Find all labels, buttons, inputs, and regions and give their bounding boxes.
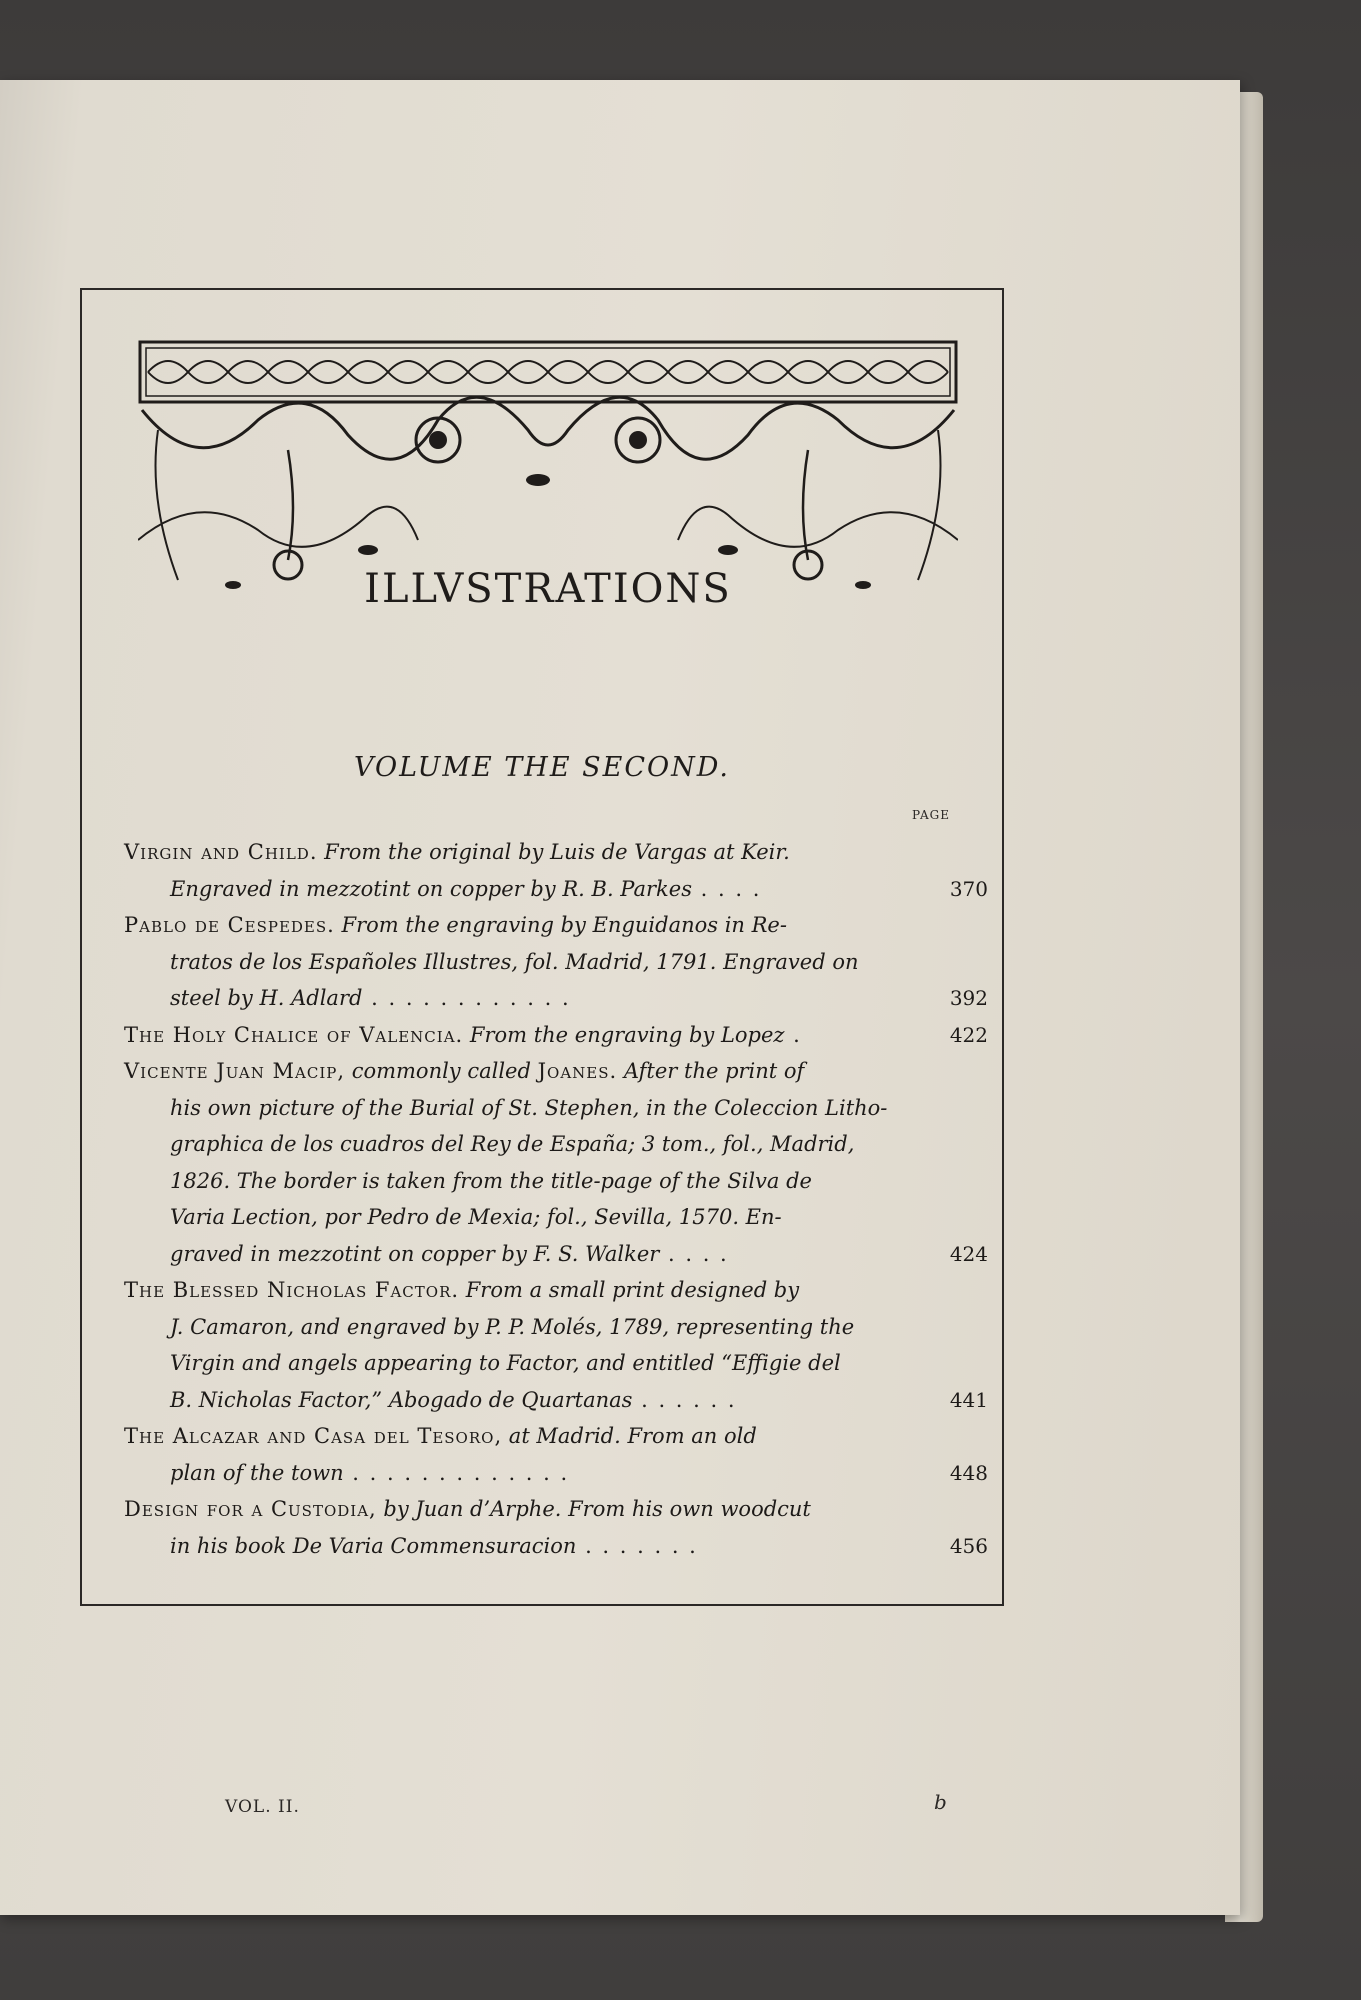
entry-description: by Juan d’Arphe. From his own woodcut [376, 1497, 811, 1521]
entry-subject: The Alcazar and Casa del Tesoro, [124, 1424, 503, 1448]
page-number: 441 [949, 1387, 988, 1412]
entry-subject: The Blessed Nicholas Factor. [124, 1278, 460, 1302]
entry-continuation-line [124, 871, 988, 908]
entry-description: From the original by Luis de Vargas at Keir. [317, 840, 790, 864]
entry-description: tratos de los Españoles Illustres, fol. Madrid, 1791. Engraved on [170, 949, 859, 974]
entry-subject: Virgin and Child. [124, 840, 318, 864]
entry-description: Engraved in mezzotint on copper by R. B. Parkes [170, 876, 692, 901]
entry-title-line [124, 1491, 934, 1528]
page-number: 370 [949, 876, 988, 901]
leader-dots: . . . . [659, 1241, 729, 1266]
page-column-label: PAGE [912, 808, 950, 822]
signature-mark: b [934, 1790, 947, 1814]
entry-continuation-line [124, 1236, 988, 1273]
volume-title: VOLUME THE SECOND. [353, 752, 731, 783]
illustration-entry [124, 1053, 988, 1272]
entry-description: After the print of [617, 1059, 805, 1083]
volume-mark: VOL. II. [225, 1797, 300, 1817]
entry-description: From the engraving by Enguidanos in Re- [334, 913, 787, 937]
entry-description: at Madrid. From an old [502, 1424, 757, 1448]
entry-description: graved in mezzotint on copper by F. S. Walker [170, 1241, 660, 1266]
entry-continuation-line [124, 1309, 934, 1346]
entry-description: Varia Lection, por Pedro de Mexia; fol., Sevilla, 1570. En- [170, 1205, 782, 1229]
entry-description: his own picture of the Burial of St. Stephen, in the Coleccion Litho- [170, 1095, 888, 1120]
entry-subject-name: Joanes. [537, 1059, 618, 1083]
illustration-entry [124, 834, 988, 907]
illustration-entry [124, 1017, 988, 1054]
leader-dots: . . . . . . . . . . . . . [343, 1460, 570, 1485]
entry-description: From a small print designed by [459, 1278, 800, 1302]
entry-subject: The Holy Chalice of Valencia. [124, 1022, 464, 1047]
entry-description: graphica de los cuadros del Rey de España; 3 tom., fol., Madrid, [170, 1132, 855, 1156]
leader-dots: . . . . . . . [576, 1533, 698, 1558]
leader-dots: . . . . [691, 876, 762, 901]
entry-continuation-line [124, 1199, 934, 1236]
entry-description: B. Nicholas Factor,” Abogado de Quartanas [170, 1387, 633, 1412]
ornamental-header [138, 340, 958, 620]
entry-subject: Design for a Custodia, [124, 1497, 377, 1521]
entry-continuation-line [124, 980, 988, 1017]
illustration-entry [124, 907, 988, 1017]
entry-continuation-line [124, 1163, 934, 1200]
entry-continuation-line [124, 1345, 934, 1382]
leader-dots: . . . . . . [632, 1387, 737, 1412]
entry-title-line [124, 1017, 988, 1054]
leader-dots: . [784, 1022, 802, 1047]
page-number: 456 [949, 1533, 988, 1558]
entry-subject: Pablo de Cespedes. [124, 913, 335, 937]
entry-description: plan of the town [170, 1460, 344, 1485]
page-number: 448 [949, 1460, 988, 1485]
entry-title-line [124, 1053, 934, 1090]
page-number: 424 [949, 1241, 988, 1266]
entry-description: J. Camaron, and engraved by P. P. Molés, 1789, representing the [170, 1314, 855, 1339]
page-frame [80, 288, 1004, 1817]
entry-continuation-line [124, 1090, 934, 1127]
page-number: 392 [949, 986, 988, 1010]
entry-continuation-line [124, 944, 934, 981]
entry-continuation-line [124, 1455, 988, 1492]
entry-title-line [124, 1272, 934, 1309]
entry-title-line [124, 907, 934, 944]
entry-continuation-line [124, 1528, 988, 1565]
entry-description: 1826. The border is taken from the title-page of the Silva de [170, 1168, 812, 1193]
entry-description: Virgin and angels appearing to Factor, and entitled “Effigie del [170, 1351, 841, 1375]
illustration-list [124, 834, 988, 1564]
entry-title-line [124, 834, 934, 871]
entry-description: commonly called [345, 1059, 538, 1083]
illustration-entry [124, 1491, 988, 1564]
ornament-title: ILLVSTRATIONS [364, 566, 732, 612]
illustration-entry [124, 1418, 988, 1491]
entry-continuation-line [124, 1126, 934, 1163]
entry-subject: Vicente Juan Macip, [124, 1059, 346, 1083]
entry-description: steel by H. Adlard [170, 986, 363, 1010]
book-page [0, 80, 1240, 1915]
illustration-entry [124, 1272, 988, 1418]
entry-continuation-line [124, 1382, 988, 1419]
entry-title-line [124, 1418, 934, 1455]
entry-description: in his book De Varia Commensuracion [170, 1533, 577, 1558]
page-number: 422 [949, 1022, 988, 1047]
entry-description: From the engraving by Lopez [463, 1022, 785, 1047]
leader-dots: . . . . . . . . . . . . [362, 986, 571, 1010]
